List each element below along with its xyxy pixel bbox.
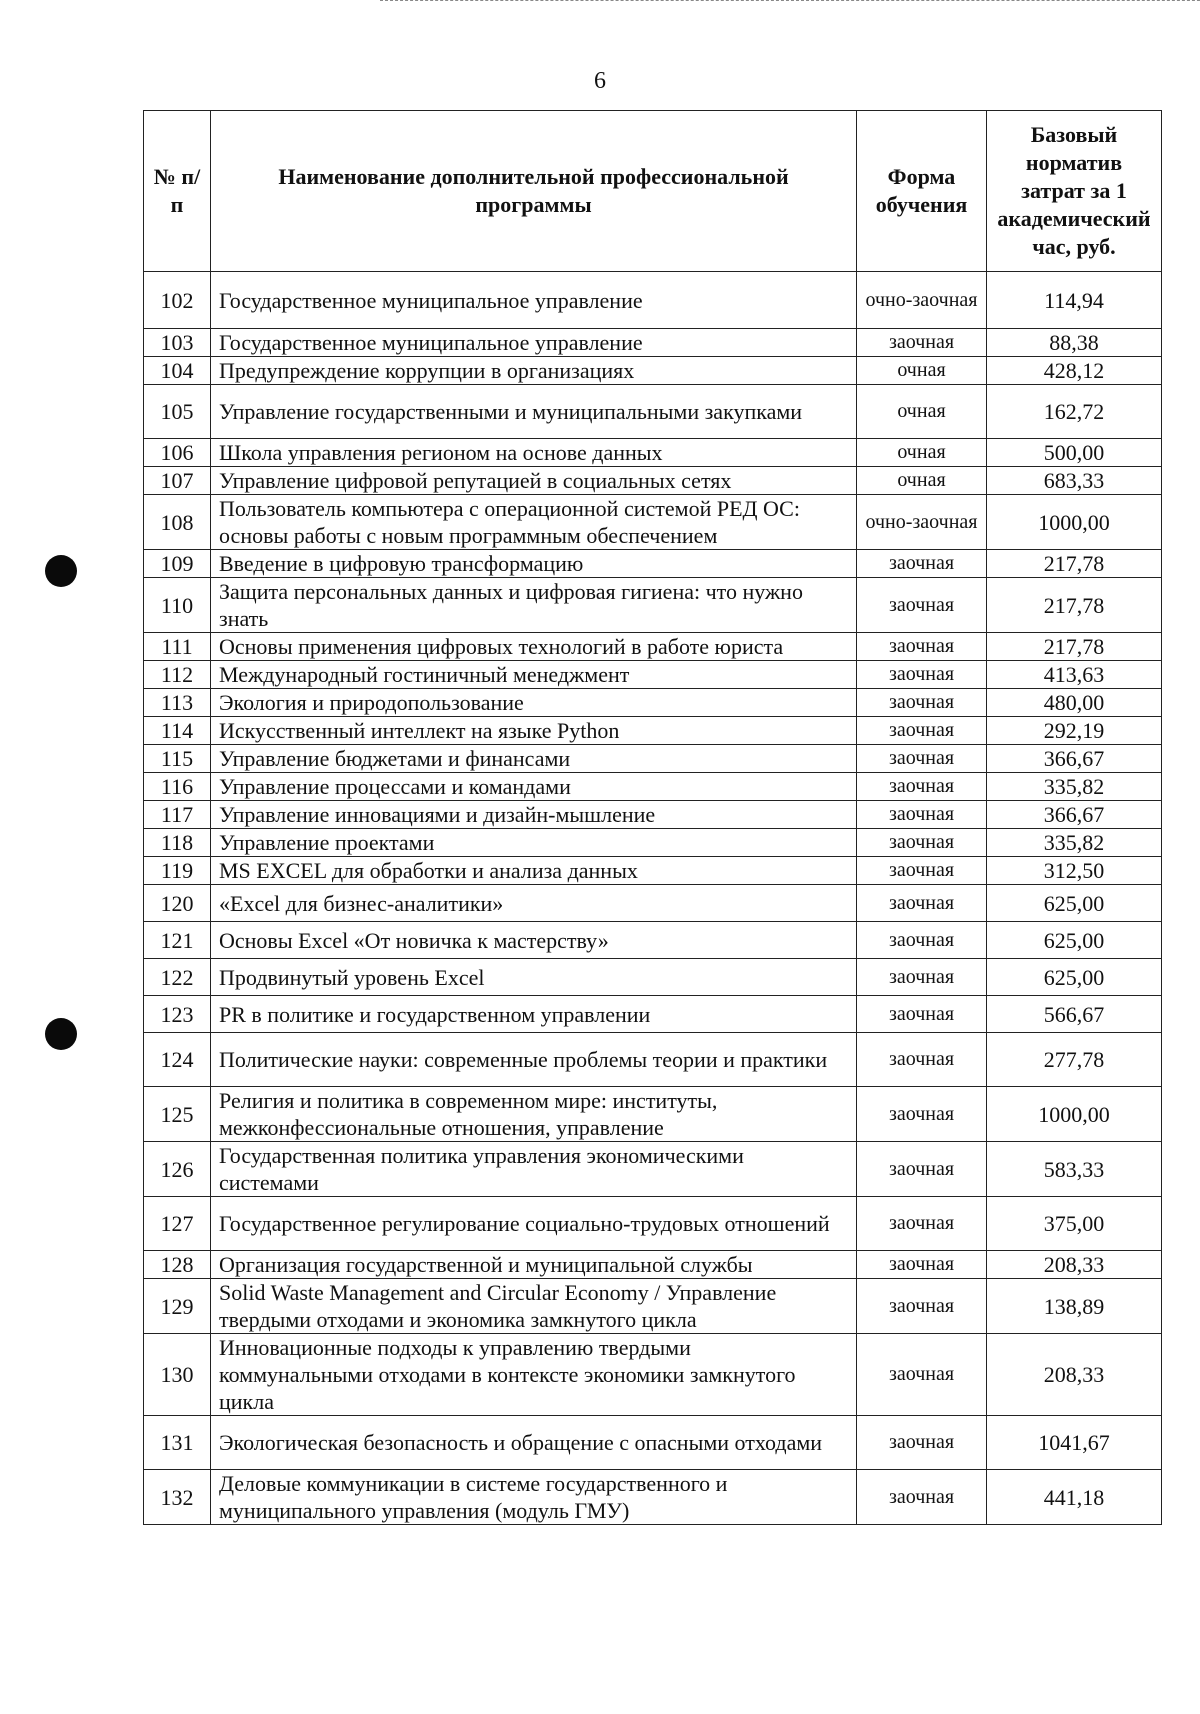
cell-cost: 138,89 <box>987 1279 1162 1334</box>
cell-name: Введение в цифровую трансформацию <box>211 550 857 578</box>
cell-cost: 441,18 <box>987 1470 1162 1525</box>
cell-form: заочная <box>857 745 987 773</box>
cell-form: заочная <box>857 717 987 745</box>
table-row <box>144 1033 1162 1087</box>
cell-name: Государственное муниципальное управление <box>211 329 857 357</box>
cell-name: Государственная политика управления экономическими системами <box>211 1142 857 1197</box>
cell-num: 124 <box>144 1033 211 1087</box>
cell-form: заочная <box>857 857 987 885</box>
cell-name: Управление бюджетами и финансами <box>211 745 857 773</box>
table-row <box>144 661 1162 689</box>
cell-form: очная <box>857 385 987 439</box>
cell-num: 122 <box>144 959 211 996</box>
table-row <box>144 385 1162 439</box>
header-num: № п/п <box>144 111 211 272</box>
programs-table <box>143 110 1162 1525</box>
scan-punch-hole <box>45 1018 77 1050</box>
cell-name: PR в политике и государственном управлении <box>211 996 857 1033</box>
table-row <box>144 829 1162 857</box>
cell-num: 108 <box>144 495 211 550</box>
cell-num: 116 <box>144 773 211 801</box>
cell-form: заочная <box>857 633 987 661</box>
header-name: Наименование дополнительной профессиональной программы <box>211 111 857 272</box>
table-row <box>144 1142 1162 1197</box>
cell-cost: 208,33 <box>987 1334 1162 1416</box>
table-row <box>144 885 1162 922</box>
cell-form: заочная <box>857 829 987 857</box>
cell-form: заочная <box>857 1416 987 1470</box>
cell-num: 107 <box>144 467 211 495</box>
cell-cost: 335,82 <box>987 829 1162 857</box>
table-row <box>144 329 1162 357</box>
cell-num: 114 <box>144 717 211 745</box>
cell-form: заочная <box>857 661 987 689</box>
cell-num: 128 <box>144 1251 211 1279</box>
table-row <box>144 1279 1162 1334</box>
table-row <box>144 922 1162 959</box>
cell-form: заочная <box>857 578 987 633</box>
cell-form: заочная <box>857 689 987 717</box>
header-cost: Базовый норматив затрат за 1 академический час, руб. <box>987 111 1162 272</box>
table-row <box>144 495 1162 550</box>
cell-num: 129 <box>144 1279 211 1334</box>
cell-form: очно-заочная <box>857 272 987 329</box>
cell-cost: 566,67 <box>987 996 1162 1033</box>
cell-name: Государственное регулирование социально-трудовых отношений <box>211 1197 857 1251</box>
cell-name: Управление процессами и командами <box>211 773 857 801</box>
table-row <box>144 959 1162 996</box>
cell-num: 130 <box>144 1334 211 1416</box>
cell-cost: 217,78 <box>987 550 1162 578</box>
cell-form: заочная <box>857 1087 987 1142</box>
cell-form: заочная <box>857 329 987 357</box>
cell-num: 106 <box>144 439 211 467</box>
cell-cost: 683,33 <box>987 467 1162 495</box>
cell-name: Политические науки: современные проблемы теории и практики <box>211 1033 857 1087</box>
cell-form: заочная <box>857 773 987 801</box>
cell-cost: 335,82 <box>987 773 1162 801</box>
table-row <box>144 633 1162 661</box>
cell-name: Защита персональных данных и цифровая гигиена: что нужно знать <box>211 578 857 633</box>
cell-name: Государственное муниципальное управление <box>211 272 857 329</box>
cell-num: 131 <box>144 1416 211 1470</box>
scan-punch-hole <box>45 555 77 587</box>
cell-cost: 413,63 <box>987 661 1162 689</box>
cell-name: Продвинутый уровень Excel <box>211 959 857 996</box>
cell-cost: 1041,67 <box>987 1416 1162 1470</box>
cell-num: 103 <box>144 329 211 357</box>
cell-cost: 625,00 <box>987 885 1162 922</box>
table-row <box>144 745 1162 773</box>
scan-top-rule <box>380 0 1200 2</box>
cell-num: 123 <box>144 996 211 1033</box>
cell-cost: 480,00 <box>987 689 1162 717</box>
cell-form: заочная <box>857 1334 987 1416</box>
cell-cost: 162,72 <box>987 385 1162 439</box>
cell-cost: 1000,00 <box>987 1087 1162 1142</box>
cell-name: MS EXCEL для обработки и анализа данных <box>211 857 857 885</box>
table-row <box>144 1334 1162 1416</box>
cell-form: заочная <box>857 1279 987 1334</box>
cell-cost: 312,50 <box>987 857 1162 885</box>
cell-name: Основы Excel «От новичка к мастерству» <box>211 922 857 959</box>
cell-name: Предупреждение коррупции в организациях <box>211 357 857 385</box>
cell-name: Экология и природопользование <box>211 689 857 717</box>
cell-num: 105 <box>144 385 211 439</box>
cell-cost: 366,67 <box>987 745 1162 773</box>
cell-name: Деловые коммуникации в системе государственного и муниципального управления (модуль ГМУ) <box>211 1470 857 1525</box>
cell-cost: 625,00 <box>987 922 1162 959</box>
cell-form: заочная <box>857 1033 987 1087</box>
cell-name: Искусственный интеллект на языке Python <box>211 717 857 745</box>
table-row <box>144 1470 1162 1525</box>
table-row <box>144 439 1162 467</box>
table-row <box>144 1087 1162 1142</box>
cell-form: заочная <box>857 1142 987 1197</box>
cell-num: 111 <box>144 633 211 661</box>
table-row <box>144 1416 1162 1470</box>
cell-cost: 366,67 <box>987 801 1162 829</box>
table-row <box>144 773 1162 801</box>
cell-cost: 375,00 <box>987 1197 1162 1251</box>
cell-name: Инновационные подходы к управлению твердыми коммунальными отходами в контексте экономики замкнутого цикла <box>211 1334 857 1416</box>
cell-cost: 500,00 <box>987 439 1162 467</box>
cell-name: Управление инновациями и дизайн-мышление <box>211 801 857 829</box>
cell-num: 119 <box>144 857 211 885</box>
table-body <box>144 272 1162 1525</box>
cell-form: очная <box>857 439 987 467</box>
table-row <box>144 467 1162 495</box>
cell-num: 126 <box>144 1142 211 1197</box>
table-header-row <box>144 111 1162 272</box>
cell-name: Школа управления регионом на основе данных <box>211 439 857 467</box>
header-form: Форма обучения <box>857 111 987 272</box>
cell-num: 118 <box>144 829 211 857</box>
cell-form: заочная <box>857 1470 987 1525</box>
cell-num: 113 <box>144 689 211 717</box>
cell-num: 115 <box>144 745 211 773</box>
cell-num: 120 <box>144 885 211 922</box>
cell-form: заочная <box>857 996 987 1033</box>
cell-num: 109 <box>144 550 211 578</box>
cell-name: Пользователь компьютера с операционной системой РЕД ОС: основы работы с новым программным обеспечением <box>211 495 857 550</box>
cell-cost: 88,38 <box>987 329 1162 357</box>
cell-name: Основы применения цифровых технологий в работе юриста <box>211 633 857 661</box>
page-number: 6 <box>594 68 606 94</box>
cell-form: заочная <box>857 801 987 829</box>
cell-cost: 217,78 <box>987 578 1162 633</box>
table-row <box>144 857 1162 885</box>
cell-form: очная <box>857 357 987 385</box>
cell-name: Solid Waste Management and Circular Economy / Управление твердыми отходами и экономика замкнутого цикла <box>211 1279 857 1334</box>
table-row <box>144 996 1162 1033</box>
cell-cost: 625,00 <box>987 959 1162 996</box>
cell-form: заочная <box>857 922 987 959</box>
table-row <box>144 550 1162 578</box>
cell-cost: 583,33 <box>987 1142 1162 1197</box>
cell-cost: 114,94 <box>987 272 1162 329</box>
cell-name: «Excel для бизнес-аналитики» <box>211 885 857 922</box>
cell-num: 132 <box>144 1470 211 1525</box>
cell-cost: 292,19 <box>987 717 1162 745</box>
cell-form: заочная <box>857 1251 987 1279</box>
cell-form: заочная <box>857 885 987 922</box>
cell-cost: 208,33 <box>987 1251 1162 1279</box>
cell-form: очная <box>857 467 987 495</box>
table-row <box>144 578 1162 633</box>
cell-num: 117 <box>144 801 211 829</box>
cell-cost: 1000,00 <box>987 495 1162 550</box>
cell-name: Религия и политика в современном мире: институты, межконфессиональные отношения, управление <box>211 1087 857 1142</box>
cell-cost: 277,78 <box>987 1033 1162 1087</box>
cell-name: Управление проектами <box>211 829 857 857</box>
table-row <box>144 357 1162 385</box>
cell-name: Экологическая безопасность и обращение с опасными отходами <box>211 1416 857 1470</box>
cell-form: очно-заочная <box>857 495 987 550</box>
table-row <box>144 801 1162 829</box>
cell-name: Организация государственной и муниципальной службы <box>211 1251 857 1279</box>
cell-name: Управление государственными и муниципальными закупками <box>211 385 857 439</box>
cell-cost: 428,12 <box>987 357 1162 385</box>
table-row <box>144 1197 1162 1251</box>
cell-num: 104 <box>144 357 211 385</box>
cell-num: 112 <box>144 661 211 689</box>
cell-num: 121 <box>144 922 211 959</box>
cell-num: 125 <box>144 1087 211 1142</box>
cell-form: заочная <box>857 959 987 996</box>
cell-form: заочная <box>857 1197 987 1251</box>
cell-num: 102 <box>144 272 211 329</box>
table-row <box>144 272 1162 329</box>
table-row <box>144 717 1162 745</box>
cell-num: 110 <box>144 578 211 633</box>
table-row <box>144 689 1162 717</box>
cell-cost: 217,78 <box>987 633 1162 661</box>
cell-num: 127 <box>144 1197 211 1251</box>
cell-name: Международный гостиничный менеджмент <box>211 661 857 689</box>
cell-name: Управление цифровой репутацией в социальных сетях <box>211 467 857 495</box>
table-row <box>144 1251 1162 1279</box>
cell-form: заочная <box>857 550 987 578</box>
